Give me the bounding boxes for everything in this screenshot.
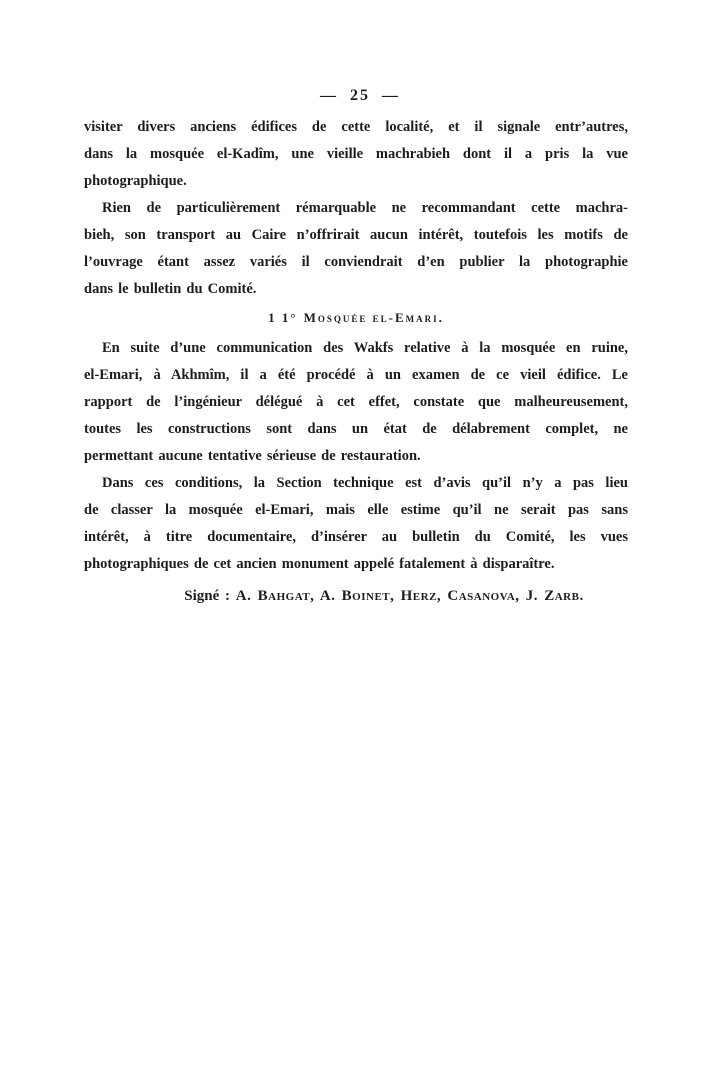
text-line: intérêt, à titre documentaire, d’insérer au bulletin du Comité, les vues <box>84 529 628 545</box>
page-number: — 25 — <box>320 87 400 104</box>
section-number: 1 1° <box>268 310 298 325</box>
text-line: photographique. <box>84 173 187 189</box>
paragraph-3 <box>84 335 628 470</box>
text-line: toutes les constructions sont dans un état de délabrement complet, ne <box>84 421 628 437</box>
paragraph-2 <box>84 195 628 303</box>
text-line: permettant aucune tentative sérieuse de restauration. <box>84 448 421 464</box>
text-line: de classer la mosquée el-Emari, mais elle estime qu’il ne serait pas sans <box>84 502 628 518</box>
text-line: l’ouvrage étant assez variés il conviendrait d’en publier la photographie <box>84 254 628 270</box>
text-line: visiter divers anciens édifices de cette localité, et il signale entr’autres, <box>84 119 628 135</box>
section-title: Mosquée el-Emari. <box>303 310 444 325</box>
text-line: Rien de particulièrement rémarquable ne recommandant cette machra- <box>102 200 628 216</box>
text-line: En suite d’une communication des Wakfs relative à la mosquée en ruine, <box>102 340 628 356</box>
text-line: rapport de l’ingénieur délégué à cet effet, constate que malheureusement, <box>84 394 628 410</box>
text-line: Dans ces conditions, la Section technique est d’avis qu’il n’y a pas lieu <box>102 475 628 491</box>
text-line: bieh, son transport au Caire n’offrirait aucun intérêt, toutefois les motifs de <box>84 227 628 243</box>
paragraph-1 <box>84 114 628 195</box>
signature-prefix: Signé : <box>184 588 236 604</box>
section-heading <box>84 310 628 325</box>
signature-line <box>84 587 628 605</box>
paragraph-4 <box>84 470 628 578</box>
text-line: dans le bulletin du Comité. <box>84 281 257 297</box>
text-column <box>84 114 628 605</box>
text-line: dans la mosquée el-Kadîm, une vieille machrabieh dont il a pris la vue <box>84 146 628 162</box>
text-line: photographiques de cet ancien monument appelé fatalement à disparaître. <box>84 556 555 572</box>
signature-names: A. Bahgat, A. Boinet, Herz, Casanova, J. Zarb. <box>235 588 584 604</box>
text-line: el-Emari, à Akhmîm, il a été procédé à un examen de ce vieil édifice. Le <box>84 367 628 383</box>
